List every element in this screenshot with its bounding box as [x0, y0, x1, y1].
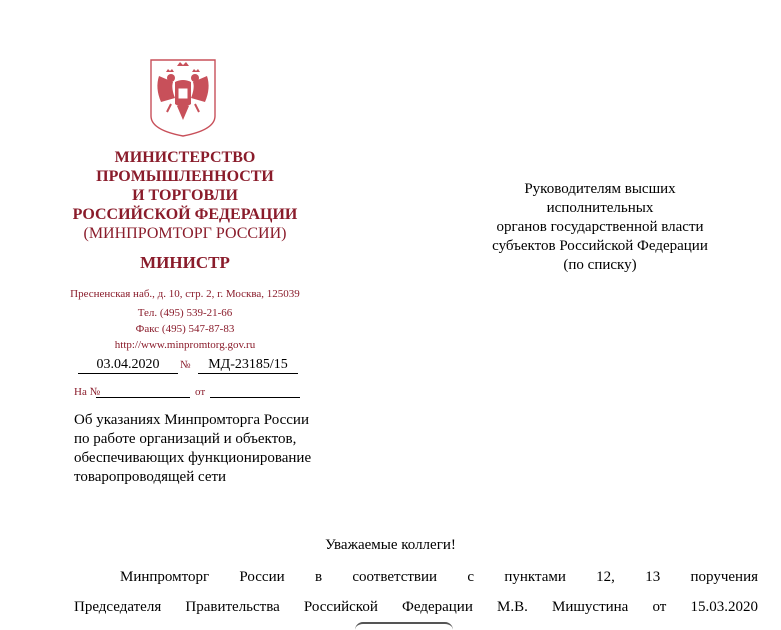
phone: Тел. (495) 539-21-66 — [137, 307, 233, 319]
addressee-line: Руководителям высших — [524, 181, 676, 197]
ministry-name — [40, 148, 330, 243]
subject-line: товаропроводящей сети — [74, 469, 227, 485]
subject-line: Об указаниях Минпромторга России — [74, 412, 309, 428]
addressee-line: субъектов Российской Федерации — [492, 238, 708, 254]
greeting: Уважаемые коллеги! — [325, 537, 456, 553]
position-title: МИНИСТР — [140, 253, 230, 272]
contact-block — [20, 286, 350, 353]
fax: Факс (495) 547-87-83 — [135, 323, 235, 335]
address: Пресненская наб., д. 10, стр. 2, г. Москва, 125039 — [70, 288, 300, 300]
body-line — [74, 562, 758, 592]
subject-line: обеспечивающих функционирование — [74, 450, 312, 466]
number-label: № — [180, 359, 191, 371]
website: http://www.minpromtorg.gov.ru — [114, 339, 256, 351]
addressee-block — [450, 180, 750, 275]
state-emblem — [149, 58, 217, 138]
subject-line: по работе организаций и объектов, — [74, 431, 297, 447]
ministry-line: ПРОМЫШЛЕННОСТИ — [96, 168, 274, 185]
letter-subject — [74, 411, 374, 487]
reference-number-blank — [96, 397, 190, 398]
addressee-line: органов государственной власти — [496, 219, 704, 235]
addressee-line: исполнительных — [546, 200, 654, 216]
reference-line — [74, 386, 298, 400]
body-line: Председателя Правительства Российской Федерации М.В. Мишустина от 15.03.2020 — [74, 599, 758, 615]
body-line-text: Минпромторг России в соответствии с пунктами 12, 13 поручения — [120, 569, 758, 585]
letter-body — [74, 562, 758, 622]
reference-date-blank — [210, 397, 300, 398]
ministry-line: МИНИСТЕРСТВО — [114, 149, 256, 166]
reference-label: На № — [74, 386, 101, 398]
double-headed-eagle-icon — [149, 58, 217, 138]
registration-number: МД-23185/15 — [198, 357, 298, 374]
ministry-line: РОССИЙСКОЙ ФЕДЕРАЦИИ — [72, 206, 298, 223]
registration-date: 03.04.2020 — [78, 357, 178, 374]
ministry-line: И ТОРГОВЛИ — [132, 187, 238, 204]
ministry-short-name: (МИНПРОМТОРГ РОССИИ) — [83, 225, 287, 242]
stamp-fragment — [355, 622, 453, 630]
addressee-line: (по списку) — [563, 257, 637, 273]
registration-line — [74, 356, 298, 374]
reference-from-label: от — [195, 386, 206, 398]
